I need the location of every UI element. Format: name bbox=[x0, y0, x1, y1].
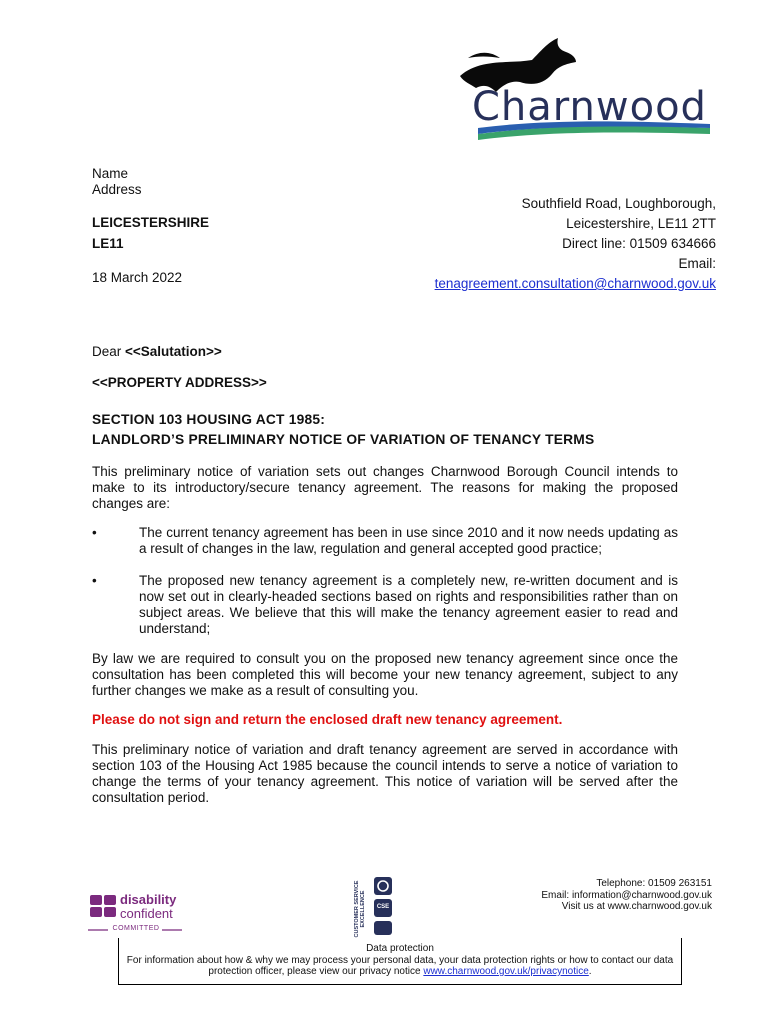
data-protection-box bbox=[118, 938, 682, 985]
badge-disability-word: disability bbox=[120, 892, 177, 907]
cse-badge bbox=[346, 875, 396, 937]
data-protection-text bbox=[119, 943, 681, 978]
sender-address bbox=[435, 194, 716, 294]
letter-date: 18 March 2022 bbox=[92, 270, 183, 285]
bullet-text: The proposed new tenancy agreement is a completely new, re-written document and is now set out in clearly-headed sections based on rights and responsibilities rather than on subject areas. We believe that this will make the tenancy agreement easier to read and understand; bbox=[139, 573, 678, 636]
recipient-county: LEICESTERSHIRE bbox=[92, 215, 210, 230]
bullet-icon: • bbox=[92, 525, 97, 540]
recipient-address bbox=[92, 166, 209, 286]
recipient-name: Name bbox=[92, 166, 129, 181]
charnwood-logo bbox=[440, 36, 730, 140]
sender-line-1: Southfield Road, Loughborough, bbox=[521, 196, 716, 211]
footer-email: Email: information@charnwood.gov.uk bbox=[541, 889, 712, 901]
badge-confident-word: confident bbox=[120, 906, 173, 921]
logo-wordmark: Charnwood bbox=[472, 84, 707, 130]
law-paragraph: By law we are required to consult you on the proposed new tenancy agreement since once the consultation has been completed this will become your new tenancy agreement, subject to any further changes we make as a result of consulting you. bbox=[92, 651, 678, 698]
list-item bbox=[92, 573, 678, 637]
notice-heading bbox=[92, 410, 594, 450]
heading-line-1: SECTION 103 HOUSING ACT 1985: bbox=[92, 412, 325, 427]
notice-paragraph: This preliminary notice of variation and draft tenancy agreement are served in accordance with section 103 of the Housing Act 1985 because the council intends to serve a notice of variation to change the terms of your tenancy agreement. This notice of variation will be served after the consultation period. bbox=[92, 742, 678, 805]
data-protection-end: . bbox=[588, 966, 592, 977]
list-item bbox=[92, 525, 678, 559]
data-protection-body: For information about how & why we may process your personal data, your data protection rights or how to contact our data protection officer, please view our privacy notice bbox=[126, 954, 674, 977]
salutation-prefix: Dear bbox=[92, 344, 126, 359]
footer-telephone: Telephone: 01509 263151 bbox=[596, 878, 712, 889]
heading-line-2: LANDLORD’S PRELIMINARY NOTICE OF VARIATION OF TENANCY TERMS bbox=[92, 432, 595, 447]
salutation-placeholder: <<Salutation>> bbox=[125, 344, 222, 359]
property-address: <<PROPERTY ADDRESS>> bbox=[92, 375, 267, 390]
bullet-text: The current tenancy agreement has been in use since 2010 and it now needs updating as a result of changes in the law, regulation and general accepted good practice; bbox=[139, 525, 678, 556]
recipient-address-line: Address bbox=[92, 182, 142, 197]
footer-contact bbox=[541, 878, 712, 913]
sender-direct-line: Direct line: 01509 634666 bbox=[562, 236, 716, 251]
sender-line-2: Leicestershire, LE11 2TT bbox=[566, 216, 716, 231]
salutation bbox=[92, 344, 222, 359]
cse-short: CSE bbox=[376, 904, 390, 910]
privacy-notice-link[interactable]: www.charnwood.gov.uk/privacynotice bbox=[423, 966, 589, 977]
intro-paragraph: This preliminary notice of variation sets out changes Charnwood Borough Council intends to make to its introductory/secure tenancy agreement. The reasons for making the proposed changes are: bbox=[92, 464, 678, 511]
data-protection-title: Data protection bbox=[366, 943, 434, 954]
disability-confident-badge bbox=[88, 893, 184, 935]
sender-email-link[interactable]: tenagreement.consultation@charnwood.gov.uk bbox=[434, 276, 716, 291]
footer-website: Visit us at www.charnwood.gov.uk bbox=[561, 901, 712, 912]
bullet-icon: • bbox=[92, 573, 97, 588]
cse-vertical-text: CUSTOMER SERVICE EXCELLENCE bbox=[354, 880, 366, 938]
warning-text: Please do not sign and return the enclosed draft new tenancy agreement. bbox=[92, 712, 563, 727]
recipient-postcode: LE11 bbox=[92, 236, 124, 251]
sender-email-label: Email: bbox=[678, 256, 716, 271]
badge-committed: COMMITTED bbox=[112, 925, 160, 932]
